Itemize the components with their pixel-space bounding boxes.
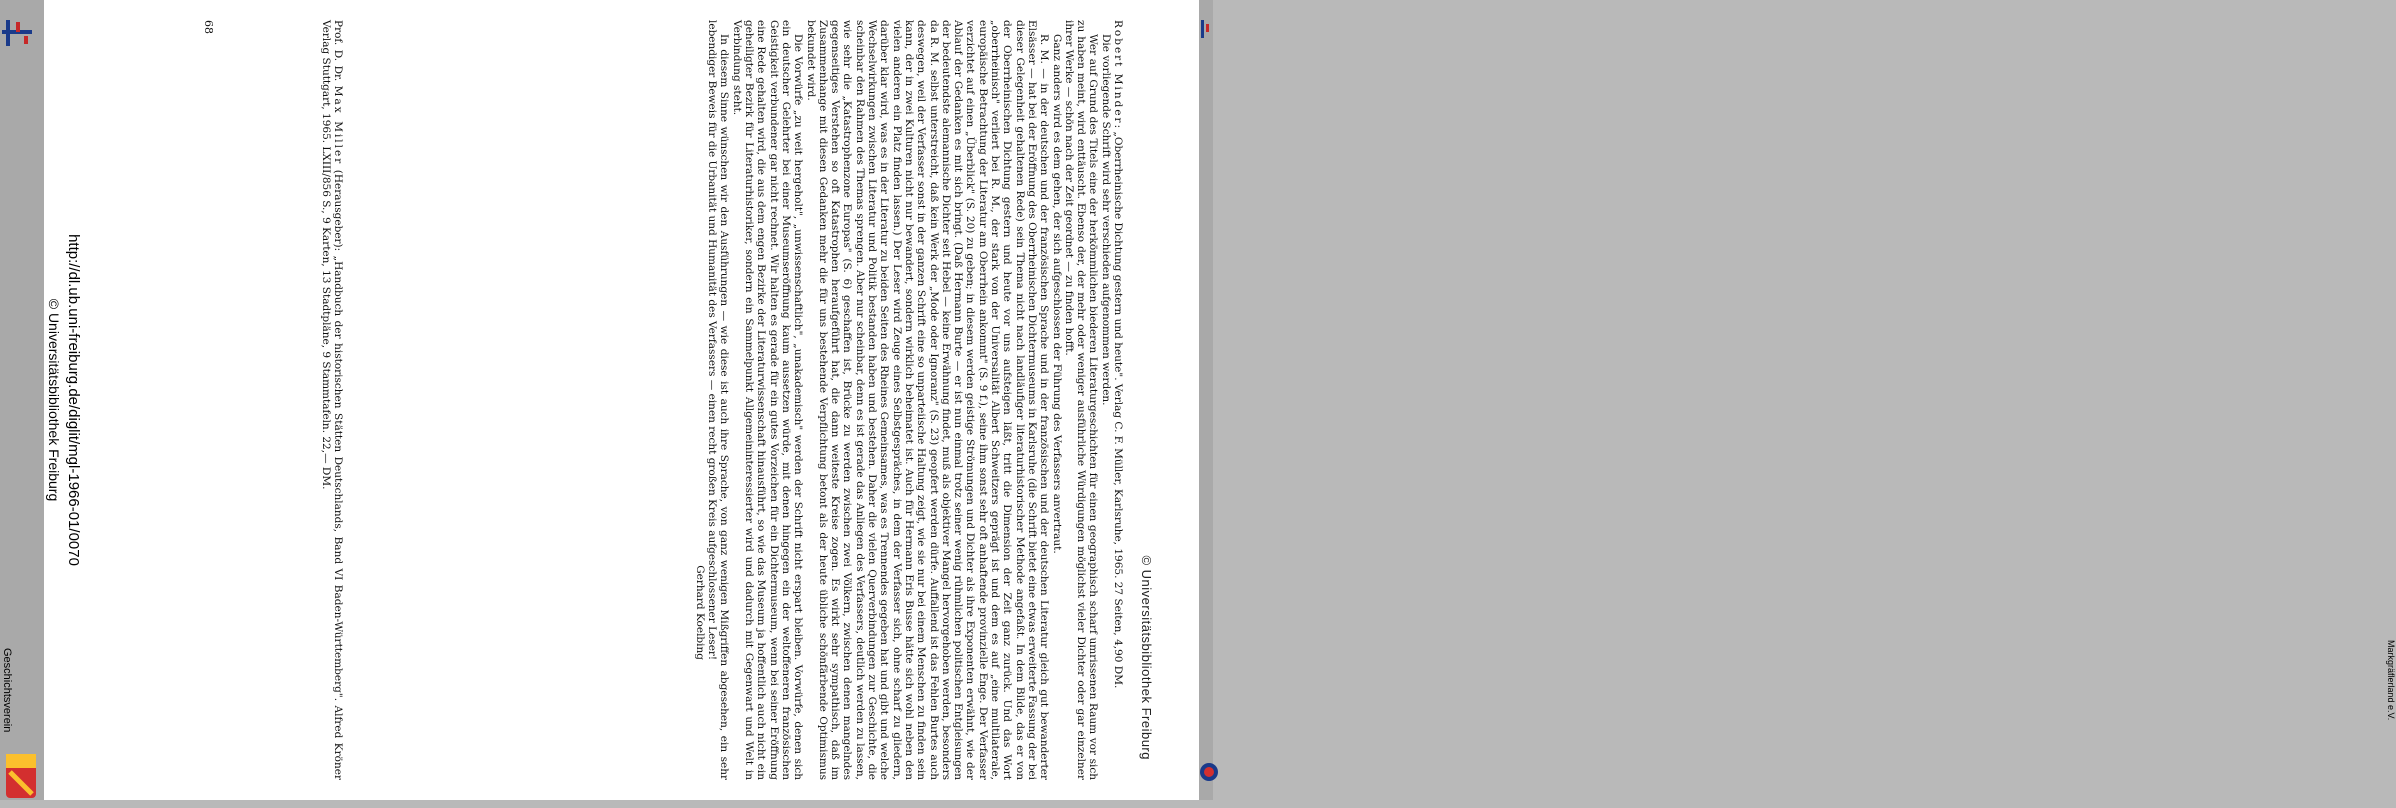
review-1-citation: : „Oberrheinische Dichtung gestern und heute". Verlag C. F. Müller, Karlsruhe, 1965. 27 Seiten, 4,90 DM. [1112, 124, 1124, 689]
review-1-paragraph: Die vorliegende Schrift wird sehr verschieden aufgenommen werden. [1099, 34, 1112, 406]
library-logo-icon [1201, 20, 1211, 38]
review-1-paragraph: In diesem Sinne wünschen wir den Ausführungen — wie diese ist auch ihre Sprache, von ganz wenigen Mißgriffen abgesehen, ein sehr lebendiger Beweis für die Urbanität und Humanität des Verfassers — einen recht großen Kreis aufgeschlossener Leser! [706, 20, 731, 780]
review-1 [694, 20, 1124, 780]
review-2 [319, 20, 344, 780]
right-viewer-bar [1199, 0, 2396, 800]
footer-url[interactable]: http://dl.ub.uni-freiburg.de/diglit/mgl-1966-01/0070 [65, 234, 82, 566]
review-1-paragraph: Die Vorwürfe „zu weit hergeholt", „unwissenschaftlich", „unakademisch" werden der Schrift nicht erspart bleiben. Vorwürfe, denen sich ein deutscher Gelehrter bei einer Museumseröffnung kaum aussetzen würde, mit denen hingegen ein der weltoffeneren französischen Geistigkeit verbundener gar nicht rechnet. Wir halten es gerade für ein gutes Vorzeichen für ein Dichtermuseum, wenn bei seiner Eröffnung eine Rede gehalten wird, die aus dem engen Bezirke der Literaturwissenschaft hinausführt, so wie das Museum ja hoffentlich auch nicht ein geheiligter Bezirk für Literaturhistoriker, sondern ein Sammelpunkt Allgemeininteressierter wird und dadurch mit Gegenwart und Welt in Verbindung steht. [730, 20, 805, 780]
review-2-citation: (Herausgeber): „Handbuch der historischen Stätten Deutschlands, Band VI Baden-Württemberg". Alfred Kröner Verlag Stuttgart, 1965. LXIII/856 S., 9 Karten, 13 Stadtpläne, 9 Stammtafeln. 22,— DM. [319, 20, 344, 780]
right-society-label: Markgräflerland e.V. [2386, 640, 2396, 721]
page-number: 68 [202, 20, 215, 34]
review-2-prefix: Prof. D. Dr. [332, 20, 344, 86]
review-1-paragraph: Ganz anders wird es dem gehen, der sich aufgeschlossen der Führung des Verfassers anvertraut. [1050, 34, 1063, 554]
rotated-page-text [34, 0, 1154, 800]
review-1-paragraph: R. M. — in der deutschen und der französischen Sprache und in der französischen und der deutschen Literatur gleich gut bewanderter Elsässer — hat bei der Eröffnung des Oberrheinischen Dichtermuseums in Karlsruhe (die Schrift bietet eine etwas erweiterte Fassung der bei dieser Gelegenheit gehaltenen Rede) sein Thema nicht nach landläufiger literaturhistorischer Methode angefaßt. In dem Bilde, das er von der Oberrheinischen Dichtung gestern und heute vor uns aufsteigen läßt, tritt die Dimension der Zeit ganz zurück. Und das Wort „oberrheinisch" verliert bei R. M., der stark von der Universalität Albert Schweitzers geprägt ist und dem es auf „eine multilaterale, europäische Betrachtung der Literatur am Oberrhein ankommt" (S. 9 f.), seine ihm sonst sehr oft anhaftende provinzielle Enge. Der Verfasser verzichtet auf einen „Überblick" (S. 20) zu geben; in diesem werden geistige Strömungen und Dichter als ihre Exponenten erwähnt, wie der Ablauf der Gedanken es mit sich bringt. (Daß Hermann Burte — er ist nun einmal trotz seiner wenig rühmlichen politischen Entgleisungen der bedeutendste alemannische Dichter seit Hebel — keine Erwähnung findet, muß als objektiver Mangel hervorgehoben werden, besonders da R. M. selbst unterstreicht, daß kein Werk der „Mode oder Ignoranz" (S. 23) geopfert werden dürfe. Auffallend ist das Fehlen Burtes auch deswegen, weil der Verfasser sonst in der ganzen Schrift eine so unparteiische Haltung zeigt, wie sie nur bei einem Menschen zu finden sein kann, der in zwei Kulturen nicht nur bewandert, sondern wirklich beheimatet ist. Auch für Hermann Eris Busse hätte sich wohl neben den vielen anderen ein Platz finden lassen.) Der Leser wird Zeuge eines Selbstgespräches, in dem der Verfasser sich, ohne scharf zu gliedern, darüber klar wird, was es in der Literatur zu beiden Seiten des Rheines Gemeinsames, was es Trennendes gegeben hat und gibt und welche Wechselwirkungen zwischen Literatur und Politik bestanden haben und bestehen. Daher die vielen Querverbindungen zur Geschichte, die scheinbar den Rahmen des Themas sprengen. Aber nur scheinbar, denn es ist gerade das Anliegen des Verfassers, deutlich werden zu lassen, wie sehr die „Katastrophenzone Europas" (S. 6) geschaffen ist, Brücke zu werden zwischen zwei Völkern, zwischen denen mangelndes gegenseitiges Verstehen so oft Katastrophen heraufgeführt hat, die dann weiteste Kreise zogen. Es wirkt sehr sympathisch, daß im Zusammenhange mit diesen Gedanken mehr die für uns bestehende Verpflichtung betont als der heute übliche schönfärbende Optimismus bekundet wird. [804, 20, 1051, 780]
review-2-heading [319, 20, 344, 780]
review-1-paragraph: Wer auf Grund des Titels eine der herkömmlichen biederen Literaturgeschichten für einen geographisch scharf umrissenen Raum vor sich zu haben meint, wird enttäuscht. Ebenso der, der mehr oder weniger ausführliche Würdigungen möglichst vieler Dichter oder gar einzelner ihrer Werke — schön nach der Zeit geordnet — zu finden hofft. [1062, 20, 1100, 780]
footer-copyright: © Universitätsbibliothek Freiburg [46, 298, 62, 502]
document-page [44, 0, 1199, 800]
review-1-heading [1112, 20, 1124, 780]
header-fragment: © Universitätsbibliothek Freiburg [1139, 555, 1154, 760]
coat-of-arms-icon [1199, 755, 1213, 790]
left-society-label: Geschichtsverein [1, 648, 13, 733]
review-1-author: Robert Minder [1112, 20, 1124, 125]
review-2-author: Max Miller [332, 85, 344, 166]
review-1-signature: Gerhard Koelbing [693, 565, 706, 660]
